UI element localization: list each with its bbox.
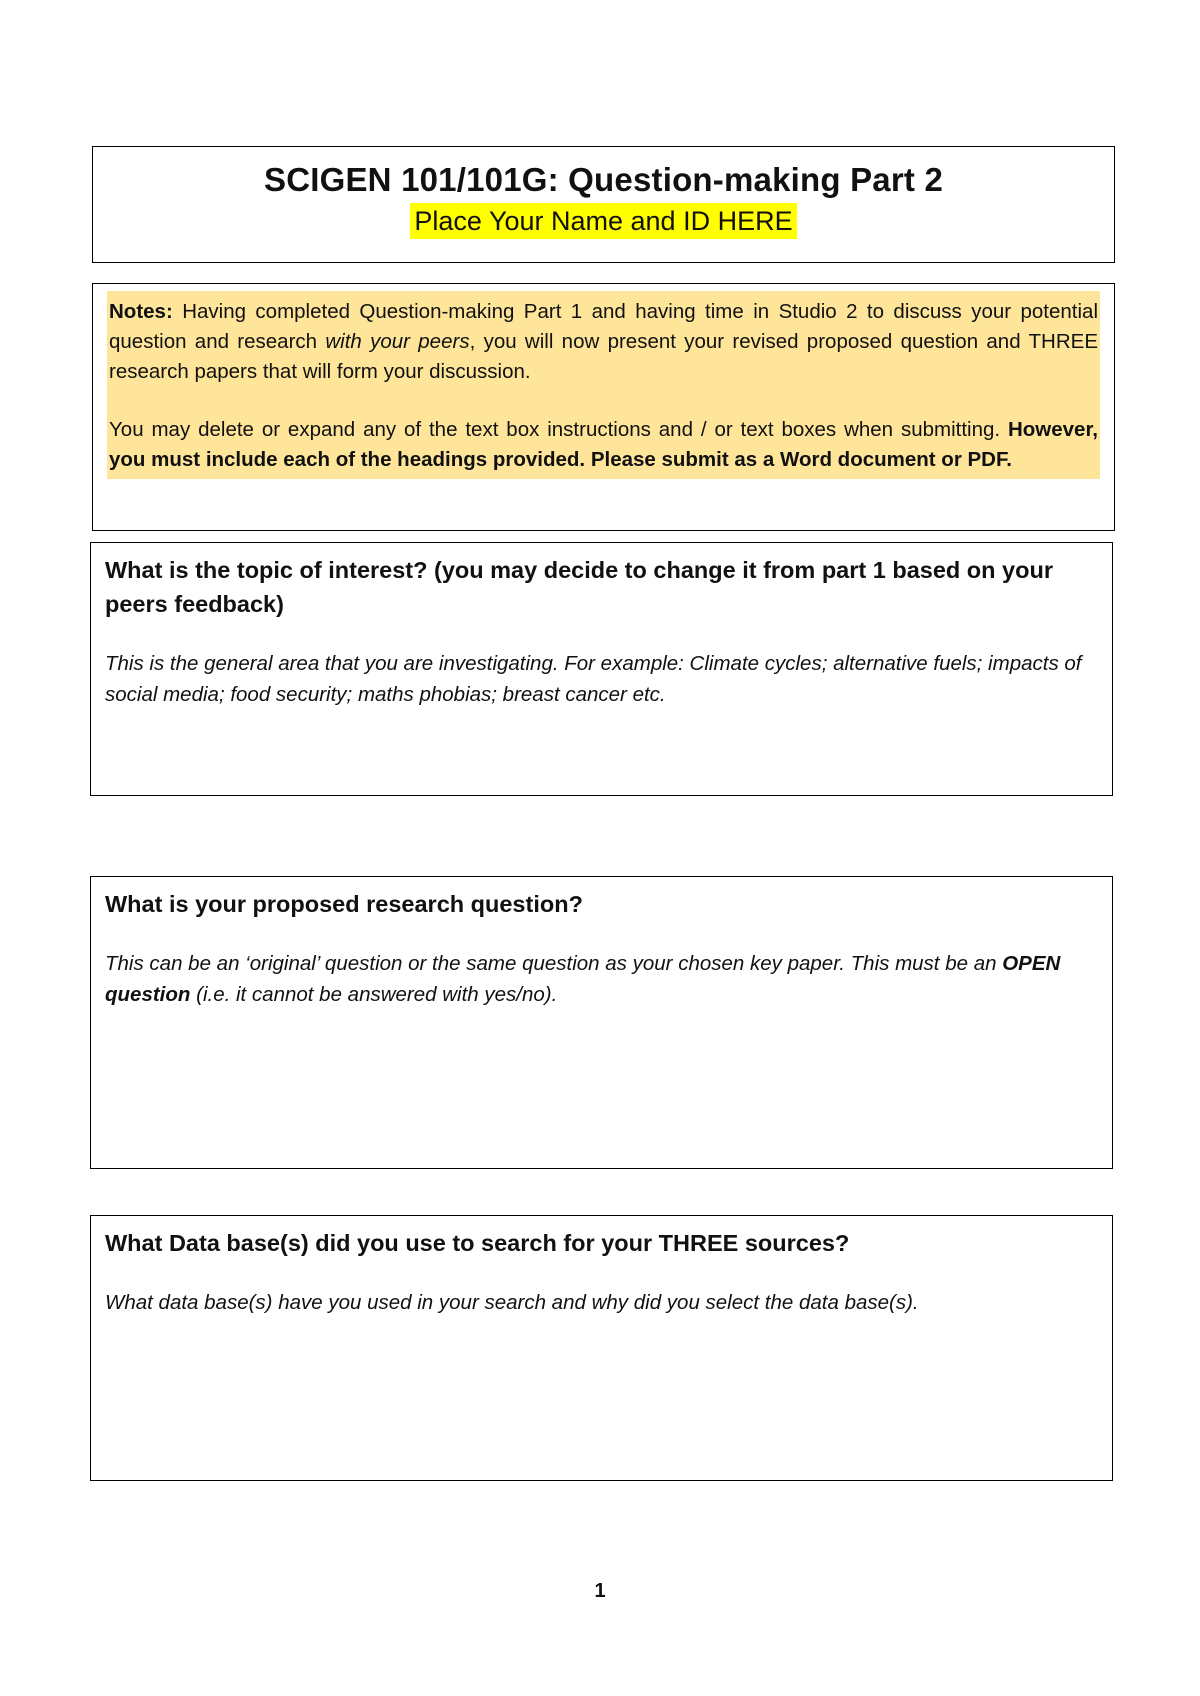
topic-heading: What is the topic of interest? (you may decide to change it from part 1 based on your peers feedback) — [105, 557, 1053, 617]
notes-box — [92, 283, 1115, 531]
research-question-hint-a: This can be an ‘original’ question or the same question as your chosen key paper. This must be an — [105, 952, 1003, 975]
notes-paragraph-1 — [109, 297, 1098, 387]
name-id-placeholder[interactable]: Place Your Name and ID HERE — [410, 203, 796, 239]
database-hint: What data base(s) have you used in your search and why did you select the data base(s). — [105, 1291, 919, 1314]
notes-text-emphasis: with your peers — [325, 330, 470, 353]
document-title: SCIGEN 101/101G: Question-making Part 2 — [263, 161, 943, 198]
research-question-section-box[interactable] — [90, 876, 1113, 1169]
notes-text-2-bold: However, you must include each of the headings provided. Please submit as a Word document or PDF. — [109, 418, 1098, 471]
research-question-heading: What is your proposed research question? — [105, 891, 583, 917]
page-number: 1 — [594, 1580, 606, 1602]
notes-highlight — [107, 291, 1100, 479]
notes-label: Notes: — [109, 300, 173, 323]
research-question-hint-bold: OPEN question — [105, 952, 1061, 1006]
database-section-box[interactable] — [90, 1215, 1113, 1481]
database-heading: What Data base(s) did you use to search for your THREE sources? — [105, 1230, 850, 1256]
title-box — [92, 146, 1115, 263]
research-question-hint-b: (i.e. it cannot be answered with yes/no). — [190, 983, 558, 1006]
notes-text-1a: Having completed Question-making Part 1 and having time in Studio 2 to discuss your potential question and research — [109, 300, 1098, 353]
notes-paragraph-2 — [109, 415, 1098, 475]
notes-text-2a: You may delete or expand any of the text box instructions and / or text boxes when submitting. — [109, 418, 1008, 441]
research-question-hint — [105, 948, 1098, 1010]
topic-hint: This is the general area that you are investigating. For example: Climate cycles; alternative fuels; impacts of social media; food security; maths phobias; breast cancer etc. — [105, 652, 1082, 706]
notes-text-1b: , you will now present your revised proposed question and THREE research papers that will form your discussion. — [109, 330, 1098, 383]
topic-section-box[interactable] — [90, 542, 1113, 796]
